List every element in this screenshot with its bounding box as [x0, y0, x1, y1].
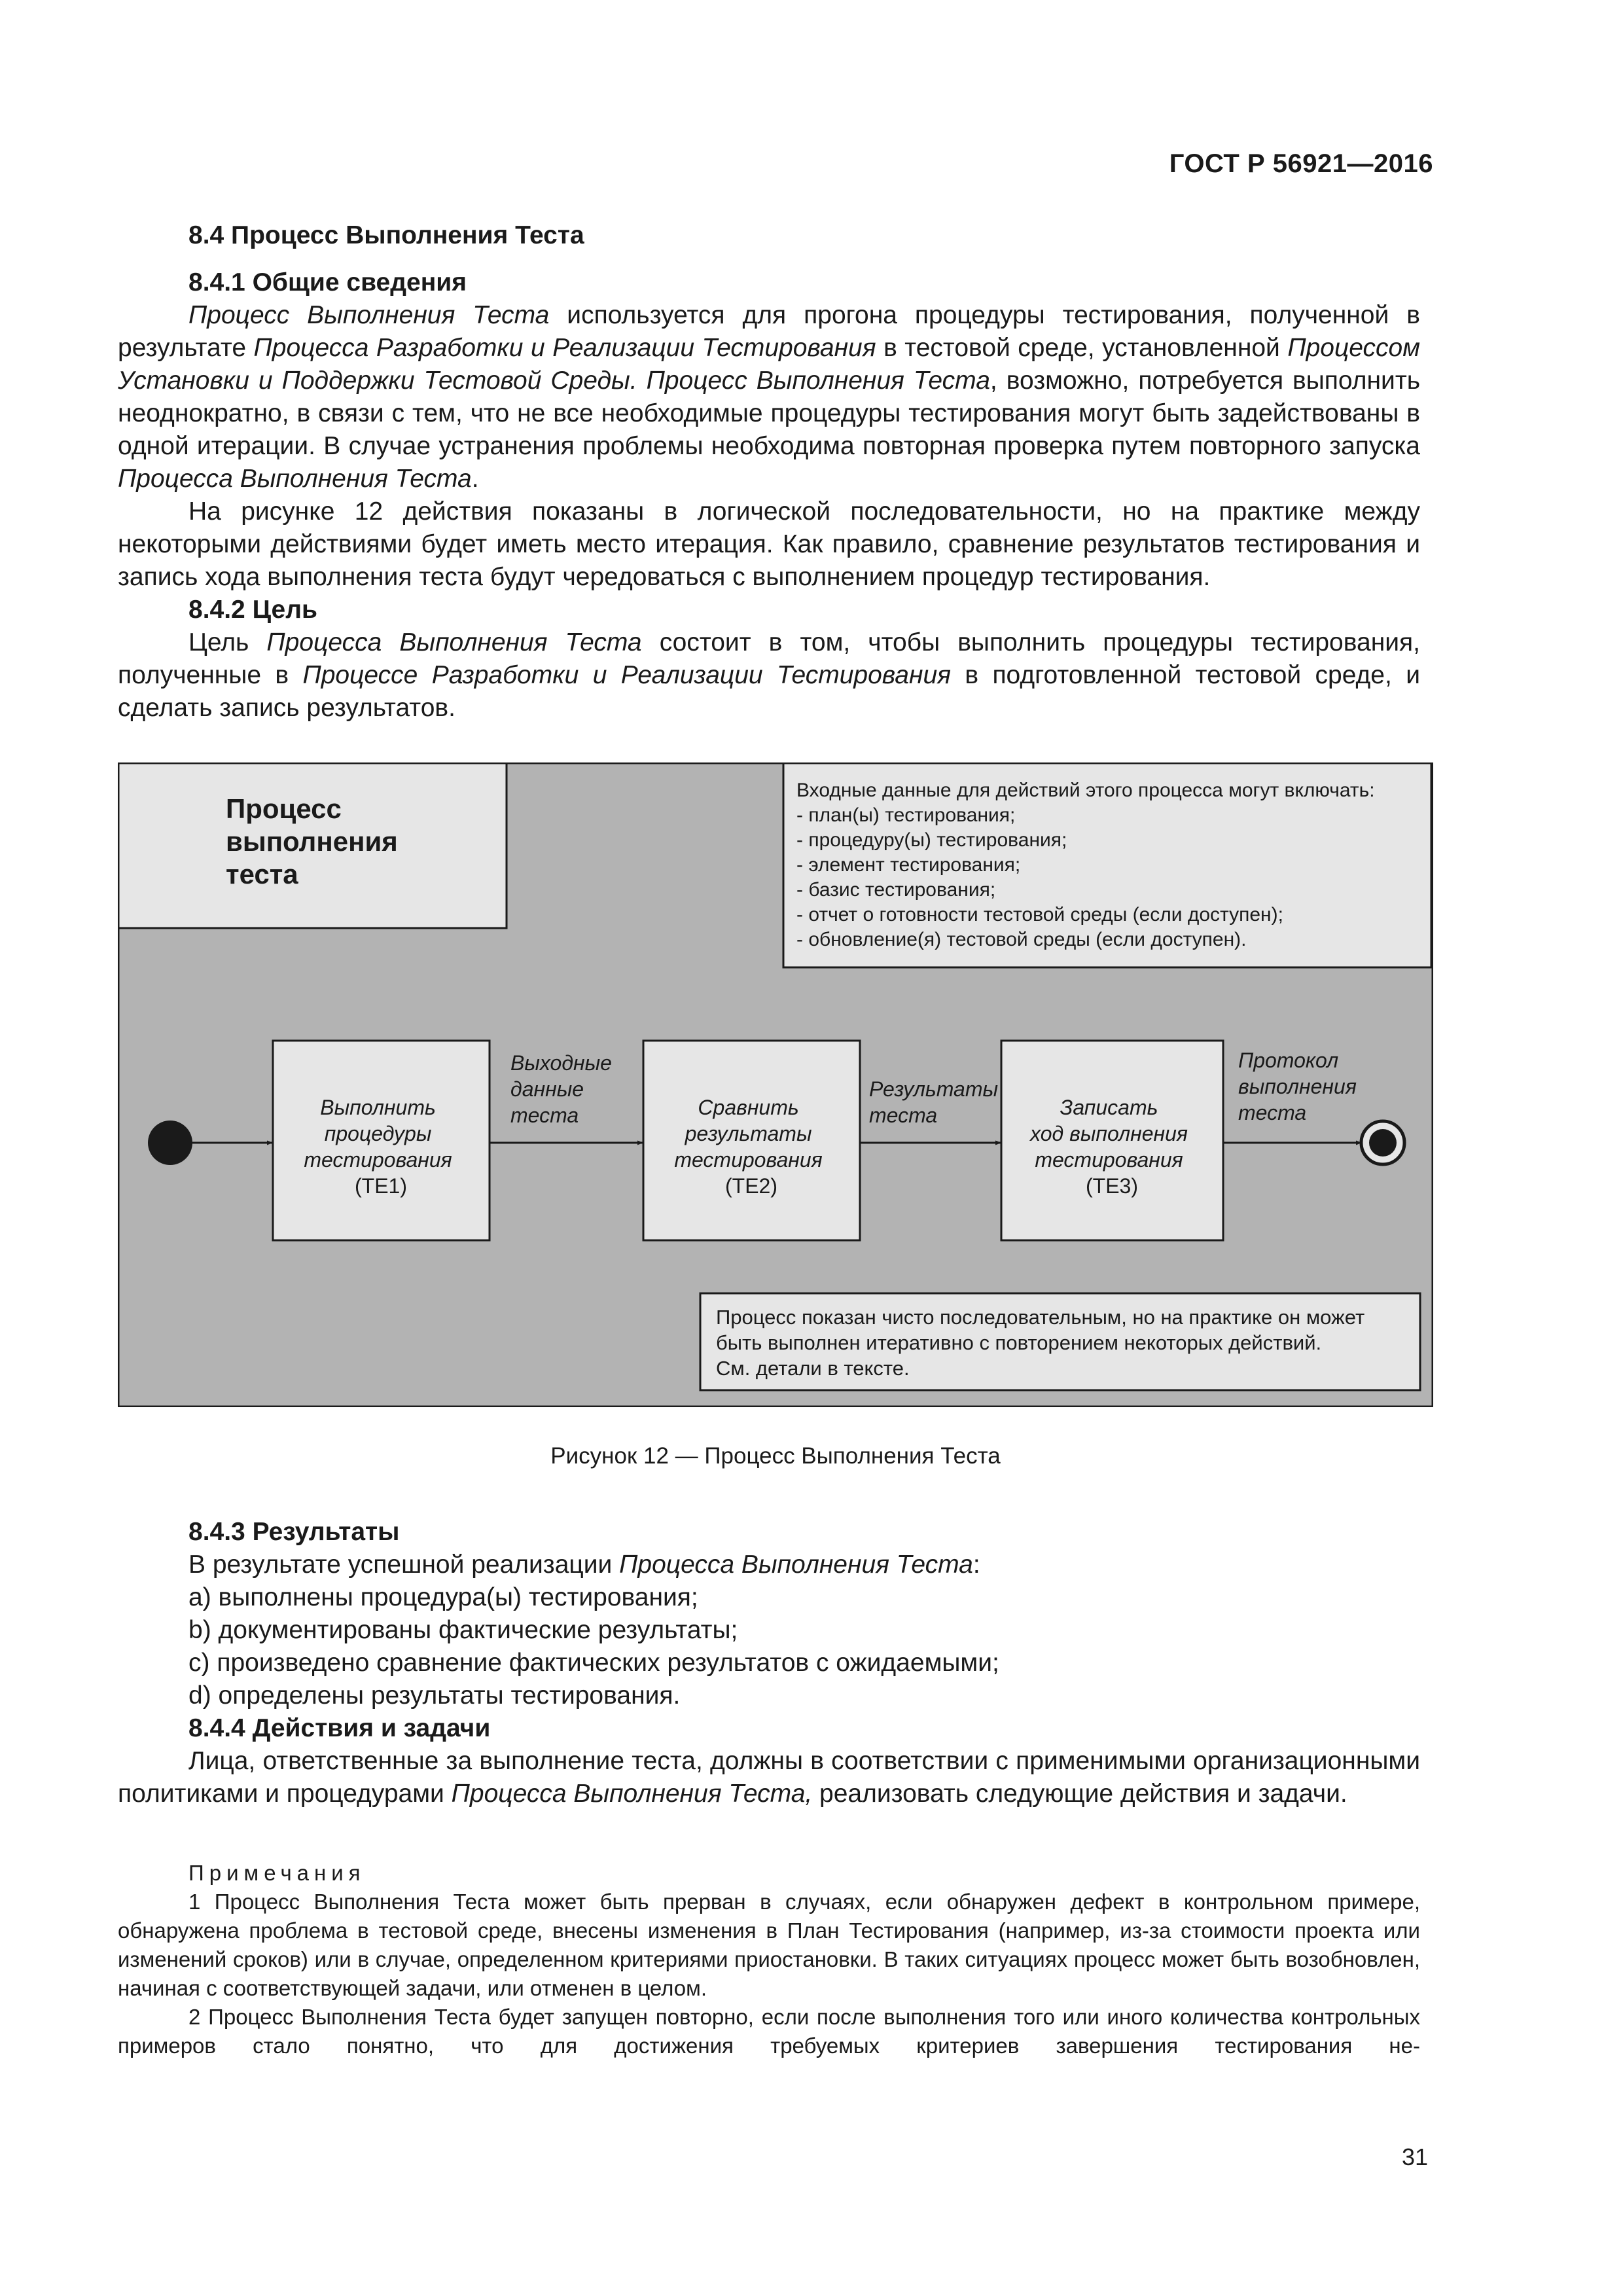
section-title-8-4: 8.4 Процесс Выполнения Теста [188, 221, 584, 249]
start-node [148, 1121, 192, 1165]
process-diagram [118, 762, 1433, 1407]
flow-label-test-output: Выходные данные теста [510, 1051, 612, 1127]
activity-te2-label: Сравнить результаты тестирования (TE2) [674, 1096, 823, 1198]
paragraph-goal: Цель Процесса Выполнения Теста состоит в том, чтобы выполнить процедуры тестирования, полученные в Процессе Разработки и Реализации Тестирования в подготовленной тестовой среде, и сделать запись результатов. [118, 628, 1420, 722]
paragraph-general-2: На рисунке 12 действия показаны в логической последовательности, но на практике между некоторыми действиями будет иметь место итерация. Как правило, сравнение результатов тестирования и запись хода выполнения теста будут чередоваться с выполнением процедур тестирования. [118, 497, 1420, 591]
notes-block [118, 1859, 1420, 2060]
section-title-8-4-3: 8.4.3 Результаты [188, 1518, 400, 1546]
paragraph-general-1: Процесс Выполнения Теста используется для прогона процедуры тестирования, полученной в результате Процесса Разработки и Реализации Тестирования в тестовой среде, установленной Процессом Установки и Поддержки Тестовой Среды. Процесс Выполнения Теста, возможно, потребуется выполнить неоднократно, в связи с тем, что не все необходимые процедуры тестирования могут быть задействованы в одной итерации. В случае устранения проблемы необходима повторная проверка путем повторного запуска Процесса Выполнения Теста. [118, 301, 1421, 493]
end-node [1361, 1121, 1404, 1164]
section-title-8-4-4: 8.4.4 Действия и задачи [188, 1714, 491, 1742]
result-item-d: d) определены результаты тестирования. [188, 1681, 681, 1710]
iteration-note: Процесс показан чисто последовательным, но на практике он может быть выполнен итеративно с повторением некоторых действий. См. детали в тексте. [716, 1306, 1365, 1380]
activity-te3-label: Записать ход выполнения тестирования (TE3) [1030, 1096, 1188, 1198]
result-item-b: b) документированы фактические результаты; [188, 1616, 738, 1644]
flow-label-test-results: Результаты теста [869, 1077, 999, 1127]
results-intro: В результате успешной реализации Процесса Выполнения Теста: [188, 1551, 980, 1579]
section-title-8-4-2: 8.4.2 Цель [188, 596, 317, 624]
result-item-c: c) произведено сравнение фактических результатов с ожидаемыми; [188, 1649, 999, 1677]
document-id: ГОСТ Р 56921—2016 [1169, 149, 1433, 178]
flow-label-test-log: Протокол выполнения теста [1238, 1049, 1357, 1124]
process-title: Процесс выполнения теста [226, 793, 398, 889]
notes-label: Примечания [188, 1861, 366, 1885]
inputs-list: Входные данные для действий этого процесса могут включать: - план(ы) тестирования; - процедуру(ы) тестирования; - элемент тестирования; - базис тестирования; - отчет о готовности тестовой среды (если доступен); - обновление(я) тестовой среды (если доступен). [796, 780, 1375, 950]
note-2: 2 Процесс Выполнения Теста будет запущен повторно, если после выполнения того или иного количества контрольных примеров стало понятно, что для достижения требуемых критериев завершения тестирования не- [118, 2005, 1420, 2058]
result-item-a: a) выполнены процедура(ы) тестирования; [188, 1583, 698, 1611]
section-8-4 [118, 219, 1420, 725]
paragraph-activities: Лица, ответственные за выполнение теста, должны в соответствии с применимыми организационными политиками и процедурами Процесса Выполнения Теста, реализовать следующие действия и задачи. [118, 1747, 1420, 1808]
section-title-8-4-1: 8.4.1 Общие сведения [188, 268, 467, 296]
note-1: 1 Процесс Выполнения Теста может быть прерван в случаях, если обнаружен дефект в контрольном примере, обнаружена проблема в тестовой среде, внесены изменения в План Тестирования (например, из-за стоимости проекта или изменений сроков) или в случае, определенном критериями приостановки. В таких ситуациях процесс может быть возобновлен, начиная с соответствующей задачи, или отменен в целом. [118, 1890, 1420, 2000]
figure-caption: Рисунок 12 — Процесс Выполнения Теста [550, 1443, 1001, 1469]
page-number: 31 [1401, 2144, 1428, 2170]
activity-te1-label: Выполнить процедуры тестирования (TE1) [304, 1096, 452, 1198]
section-8-4-3-and-8-4-4 [118, 1516, 1420, 1810]
